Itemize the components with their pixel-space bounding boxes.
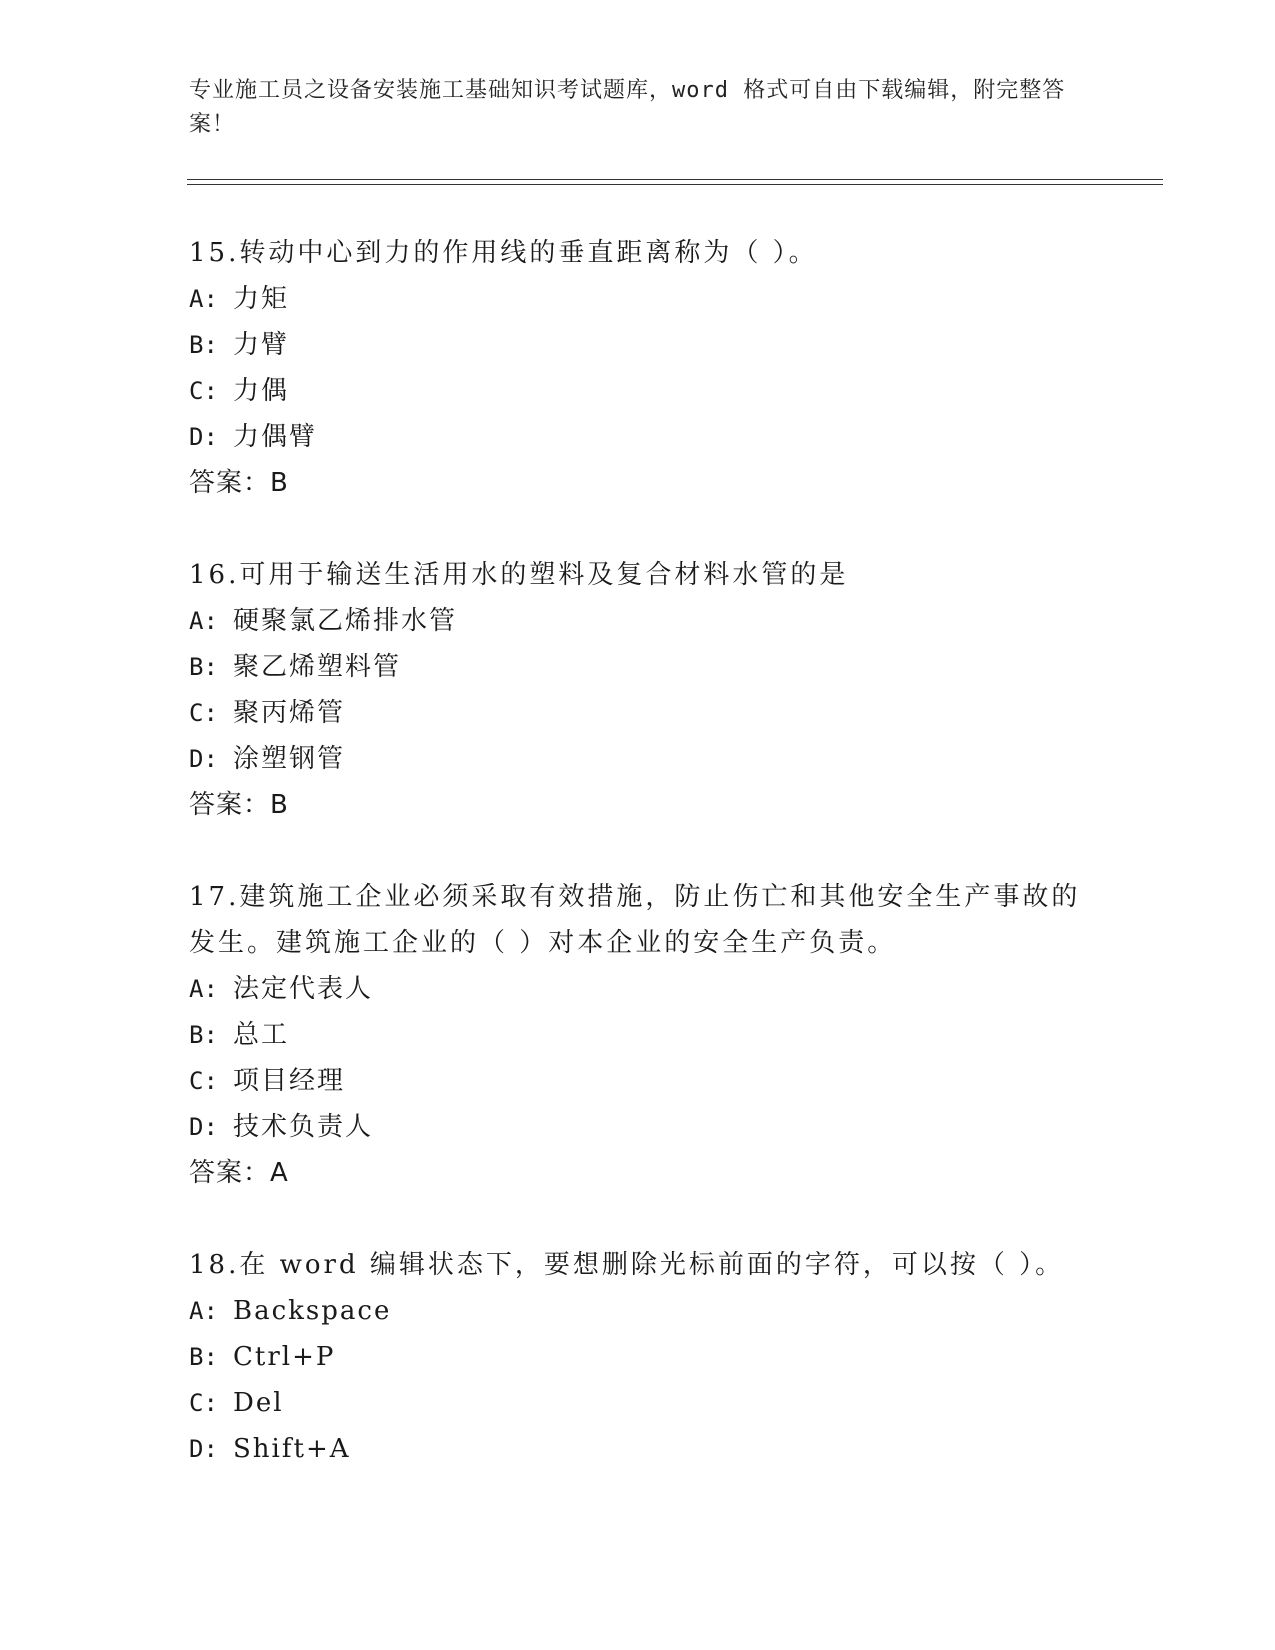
answer: 答案：B: [189, 790, 289, 820]
option-letter: D:: [189, 423, 218, 451]
option-c: [189, 1380, 1089, 1426]
option-letter: B:: [189, 1021, 218, 1049]
option-d: [189, 1426, 1089, 1472]
option-letter: B:: [189, 1343, 218, 1371]
option-text: 聚丙烯管: [233, 698, 346, 728]
option-c: [189, 690, 1089, 736]
answer: 答案：A: [189, 1158, 289, 1188]
option-text: 力臂: [233, 330, 290, 360]
question-stem: 18.在 word 编辑状态下，要想删除光标前面的字符，可以按（ ）。: [189, 1250, 1065, 1280]
option-b: [189, 322, 1089, 368]
option-text: 力矩: [233, 284, 290, 314]
option-b: [189, 1012, 1089, 1058]
option-text: Backspace: [233, 1296, 392, 1326]
option-letter: D:: [189, 1435, 218, 1463]
document-header: [189, 74, 1089, 142]
option-text: Del: [233, 1388, 284, 1418]
option-a: [189, 966, 1089, 1012]
option-letter: C:: [189, 699, 218, 727]
option-text: 技术负责人: [233, 1112, 374, 1142]
option-letter: B:: [189, 653, 218, 681]
option-letter: D:: [189, 1113, 218, 1141]
option-text: 项目经理: [233, 1066, 346, 1096]
option-text: 法定代表人: [233, 974, 374, 1004]
option-b: [189, 1334, 1089, 1380]
option-text: 力偶臂: [233, 422, 318, 452]
option-letter: A:: [189, 285, 218, 313]
option-d: [189, 414, 1089, 460]
option-text: 硬聚氯乙烯排水管: [233, 606, 458, 636]
question-stem: 15.转动中心到力的作用线的垂直距离称为（ ）。: [189, 238, 818, 268]
header-text: 专业施工员之设备安装施工基础知识考试题库，word 格式可自由下载编辑，附完整答案！: [189, 78, 1066, 137]
question-15: [189, 230, 1089, 506]
option-letter: C:: [189, 1389, 218, 1417]
option-a: [189, 1288, 1089, 1334]
option-text: 总工: [233, 1020, 290, 1050]
question-stem: 16.可用于输送生活用水的塑料及复合材料水管的是: [189, 560, 849, 590]
option-letter: B:: [189, 331, 218, 359]
option-text: Ctrl+P: [233, 1342, 336, 1372]
header-divider-bottom: [187, 184, 1163, 185]
option-a: [189, 598, 1089, 644]
option-text: Shift+A: [233, 1434, 351, 1464]
header-divider-top: [187, 179, 1163, 180]
option-c: [189, 1058, 1089, 1104]
question-18: [189, 1242, 1089, 1472]
option-letter: C:: [189, 377, 218, 405]
option-c: [189, 368, 1089, 414]
option-d: [189, 1104, 1089, 1150]
option-a: [189, 276, 1089, 322]
option-text: 力偶: [233, 376, 290, 406]
option-b: [189, 644, 1089, 690]
option-text: 涂塑钢管: [233, 744, 346, 774]
option-letter: C:: [189, 1067, 218, 1095]
option-letter: A:: [189, 607, 218, 635]
question-17: [189, 874, 1089, 1196]
option-letter: A:: [189, 975, 218, 1003]
question-16: [189, 552, 1089, 828]
option-letter: D:: [189, 745, 218, 773]
question-stem: 17.建筑施工企业必须采取有效措施，防止伤亡和其他安全生产事故的发生。建筑施工企业的（ ）对本企业的安全生产负责。: [189, 882, 1081, 958]
option-d: [189, 736, 1089, 782]
option-letter: A:: [189, 1297, 218, 1325]
answer: 答案：B: [189, 468, 289, 498]
option-text: 聚乙烯塑料管: [233, 652, 402, 682]
